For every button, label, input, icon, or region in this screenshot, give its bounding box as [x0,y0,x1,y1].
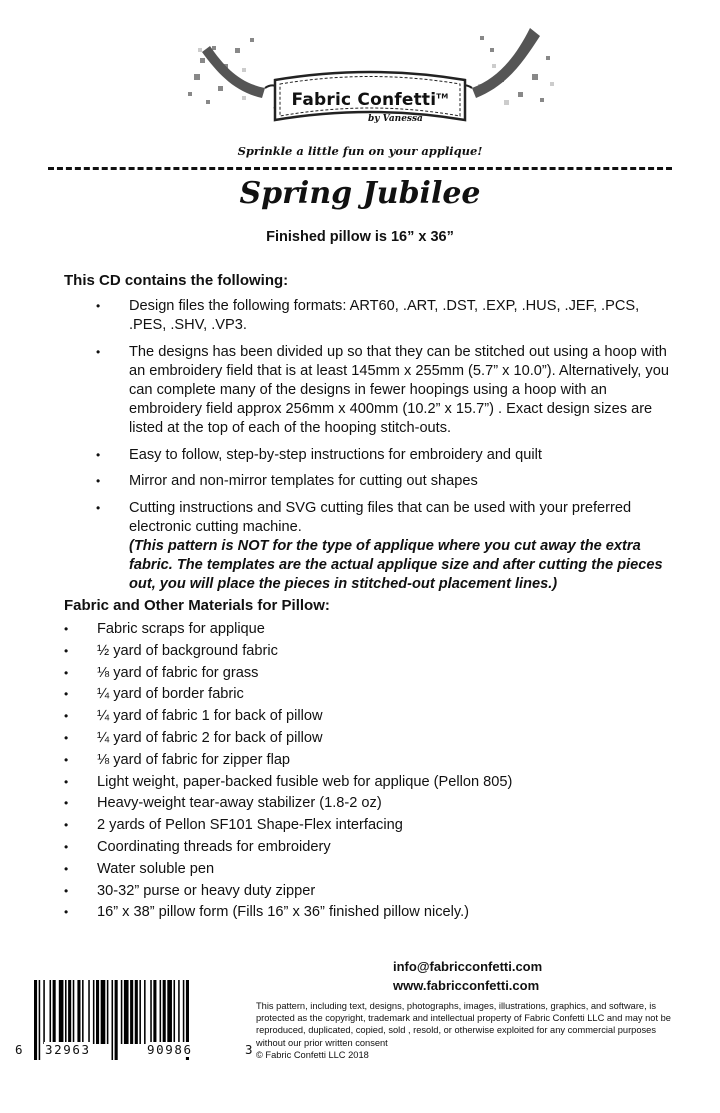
barcode-bar [34,980,37,1060]
legal-notice [256,1000,686,1061]
list-item: • ⅛ yard of fabric for grass [64,663,664,685]
brand-name [180,90,560,110]
list-item [96,499,676,595]
barcode-bar [107,980,109,1044]
barcode-bar [59,980,64,1044]
brand-tagline: Sprinkle a little fun on your applique! [237,144,483,158]
dashed-divider [48,167,672,170]
list-item: • Light weight, paper-backed fusible web for applique (Pellon 805) [64,772,664,794]
brand-byline: by Vanessa [368,114,423,124]
barcode-bar [88,980,90,1044]
barcode-bar [178,980,180,1044]
barcode-bar [65,980,67,1044]
barcode-bar [53,980,56,1044]
barcode-bar [139,980,141,1044]
list-item-text: Cutting instructions and SVG cutting files that can be used with your preferred electronic cutting machine. [129,499,632,535]
list-item: • Water soluble pen [64,859,664,881]
page-subtitle: Finished pillow is 16” x 36” [266,229,454,245]
list-item: • ½ yard of background fabric [64,641,664,663]
barcode-bar [150,980,152,1044]
list-item: • ¼ yard of fabric 1 for back of pillow [64,706,664,728]
list-item: • The designs has been divided up so that they can be stitched out using a hoop with an embroidery field that is at least 145mm x 255mm (5.7” x 10.0”). Alternatively, you can complete many of the designs in fewer hoopings using a hoop with an embroidery field approx 256mm x 400mm (10.2” x 15.7”) . Exact design sizes are listed at the top of each of the hooping stitch-outs. [96,343,676,439]
contact-email[interactable]: info@fabricconfetti.com [393,959,543,974]
list-item: • Mirror and non-mirror templates for cutting out shapes [96,472,676,491]
barcode-bar [82,980,84,1044]
barcode-bar [68,980,71,1044]
list-item: • ⅛ yard of fabric for zipper flap [64,750,664,772]
cd-contents-heading: This CD contains the following: [64,272,289,289]
list-item: • Coordinating threads for embroidery [64,837,664,859]
list-item: • 30-32” purse or heavy duty zipper [64,881,664,903]
barcode-bar [144,980,146,1044]
barcode-bar [183,980,185,1044]
barcode-group-right: 90986 [147,1042,193,1057]
barcode-bar [96,980,99,1044]
barcode-bar [77,980,80,1044]
barcode-bar [124,980,129,1044]
materials-list [64,619,664,924]
contact-info [393,958,542,995]
list-item: • ¼ yard of border fabric [64,684,664,706]
barcode-bar [174,980,176,1044]
barcode-bar [73,980,75,1044]
list-item: • 16” x 38” pillow form (Fills 16” x 36” finished pillow nicely.) [64,902,664,924]
list-item: • 2 yards of Pellon SF101 Shape-Flex interfacing [64,815,664,837]
legal-text: This pattern, including text, designs, photographs, images, illustrations, graphics, and software, is protected as the copyright, trademark and intellectual property of Fabric Confetti LLC and may not be reproduced, duplicated, copied, sold , resold, or otherwise exploited for any commercial purposes without our prior written consent [256,1001,671,1048]
barcode-bar [153,980,156,1044]
barcode-bar [135,980,138,1044]
list-item: • ¼ yard of fabric 2 for back of pillow [64,728,664,750]
barcode-bar [130,980,133,1044]
list-item: • Fabric scraps for applique [64,619,664,641]
barcode-bar [50,980,52,1044]
barcode-group-left: 32963 [45,1042,91,1057]
cd-contents-list [96,297,676,602]
contact-website[interactable]: www.fabricconfetti.com [393,977,540,993]
barcode-bar [121,980,123,1044]
barcode-bar [163,980,166,1044]
list-item: • Design files the following formats: ART60, .ART, .DST, .EXP, .HUS, .JEF, .PCS, .PES, .SHV, .VP3. [96,297,676,335]
brand-name-text: Fabric Confetti [291,90,437,110]
page-title: Spring Jubilee [239,176,481,211]
barcode-bar [160,980,162,1044]
pattern-note: (This pattern is NOT for the type of applique where you cut away the extra fabric. The templates are the actual applique size and after cutting the pieces out, you will place the pieces in stitched-out placement lines.) [129,537,663,593]
barcode-digit-first: 6 [15,1042,25,1057]
barcode-bar [101,980,106,1044]
copyright-text: © Fabric Confetti LLC 2018 [256,1049,369,1060]
list-item: • Heavy-weight tear-away stabilizer (1.8-2 oz) [64,793,664,815]
materials-heading: Fabric and Other Materials for Pillow: [64,597,330,614]
trademark-mark: TM [436,92,449,101]
barcode-digit-last: 3 [245,1042,255,1057]
barcode-bar [93,980,95,1044]
list-item: • Easy to follow, step-by-step instructions for embroidery and quilt [96,446,676,465]
barcode-bar [112,980,114,1060]
barcode-bar [115,980,118,1060]
barcode-bar [167,980,172,1044]
barcode-bar [39,980,41,1060]
barcode-bar [43,980,45,1044]
